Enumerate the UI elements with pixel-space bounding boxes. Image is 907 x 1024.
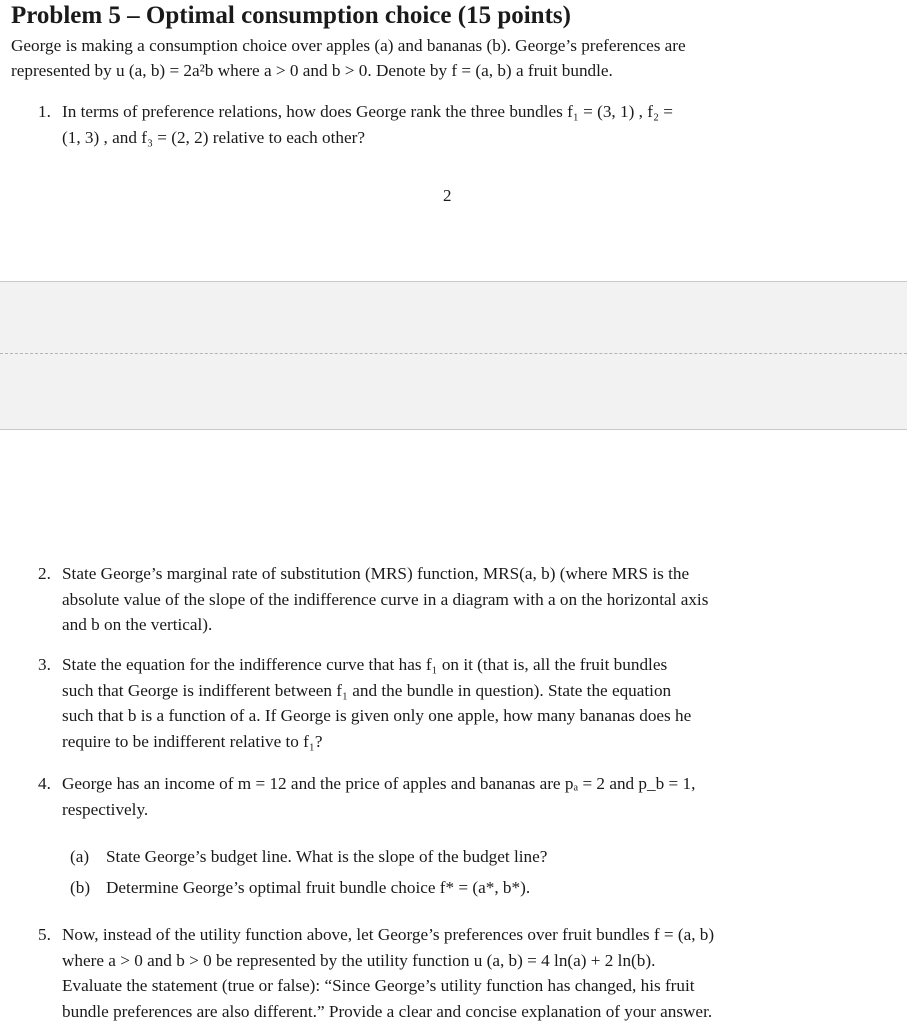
question-2 xyxy=(38,561,890,638)
question-number: 3. xyxy=(38,655,51,674)
problem-intro xyxy=(11,33,891,83)
question-4a xyxy=(70,844,890,869)
question-number: 2. xyxy=(38,564,51,583)
page-break-dashed-line xyxy=(0,353,907,354)
page-break-gap xyxy=(0,281,907,430)
question-number: 5. xyxy=(38,925,51,944)
question-line: such that George is indifferent between f₁ and the bundle in question). State the equation xyxy=(62,680,672,700)
question-line: require to be indifferent relative to f₁? xyxy=(62,731,323,751)
question-line: absolute value of the slope of the indifference curve in a diagram with a on the horizontal axis xyxy=(62,589,709,609)
question-4b xyxy=(70,875,890,900)
problem-title: Problem 5 – Optimal consumption choice (15 points) xyxy=(11,2,571,29)
sub-question-label: (b) xyxy=(70,878,91,897)
question-line: George has an income of m = 12 and the price of apples and bananas are pₐ = 2 and p_b = 1, xyxy=(62,774,696,793)
question-line: State George’s marginal rate of substitution (MRS) function, MRS(a, b) (where MRS is the xyxy=(62,564,690,583)
question-line: and b on the vertical). xyxy=(62,615,213,634)
page-number: 2 xyxy=(443,186,452,205)
question-1 xyxy=(38,99,890,150)
question-line: Evaluate the statement (true or false): “Since George’s utility function has changed, his fruit xyxy=(62,976,695,995)
intro-line: represented by u (a, b) = 2a²b where a > 0 and b > 0. Denote by f = (a, b) a fruit bundle. xyxy=(11,61,613,80)
question-4 xyxy=(38,771,890,822)
sub-question-text: Determine George’s optimal fruit bundle choice f* = (a*, b*). xyxy=(106,878,531,897)
question-line: Now, instead of the utility function above, let George’s preferences over fruit bundles f = (a, b) xyxy=(62,925,715,944)
sub-question-label: (a) xyxy=(70,847,90,866)
question-3 xyxy=(38,652,890,754)
question-line: where a > 0 and b > 0 be represented by the utility function u (a, b) = 4 ln(a) + 2 ln(b). xyxy=(62,950,656,970)
question-number: 1. xyxy=(38,102,51,121)
sub-question-text: State George’s budget line. What is the slope of the budget line? xyxy=(106,847,548,866)
question-line: such that b is a function of a. If George is given only one apple, how many bananas does he xyxy=(62,706,692,725)
question-5 xyxy=(38,922,890,1024)
intro-line: George is making a consumption choice over apples (a) and bananas (b). George’s preferences are xyxy=(11,36,686,55)
question-number: 4. xyxy=(38,774,51,793)
question-line: respectively. xyxy=(62,799,149,819)
question-line: State the equation for the indifference curve that has f₁ on it (that is, all the fruit bundles xyxy=(62,655,668,674)
question-line: bundle preferences are also different.” Provide a clear and concise explanation of your answer. xyxy=(62,1001,713,1021)
question-line: (1, 3) , and f₃ = (2, 2) relative to each other? xyxy=(62,127,365,147)
question-line: In terms of preference relations, how does George rank the three bundles f₁ = (3, 1) , f₂ = xyxy=(62,102,673,121)
